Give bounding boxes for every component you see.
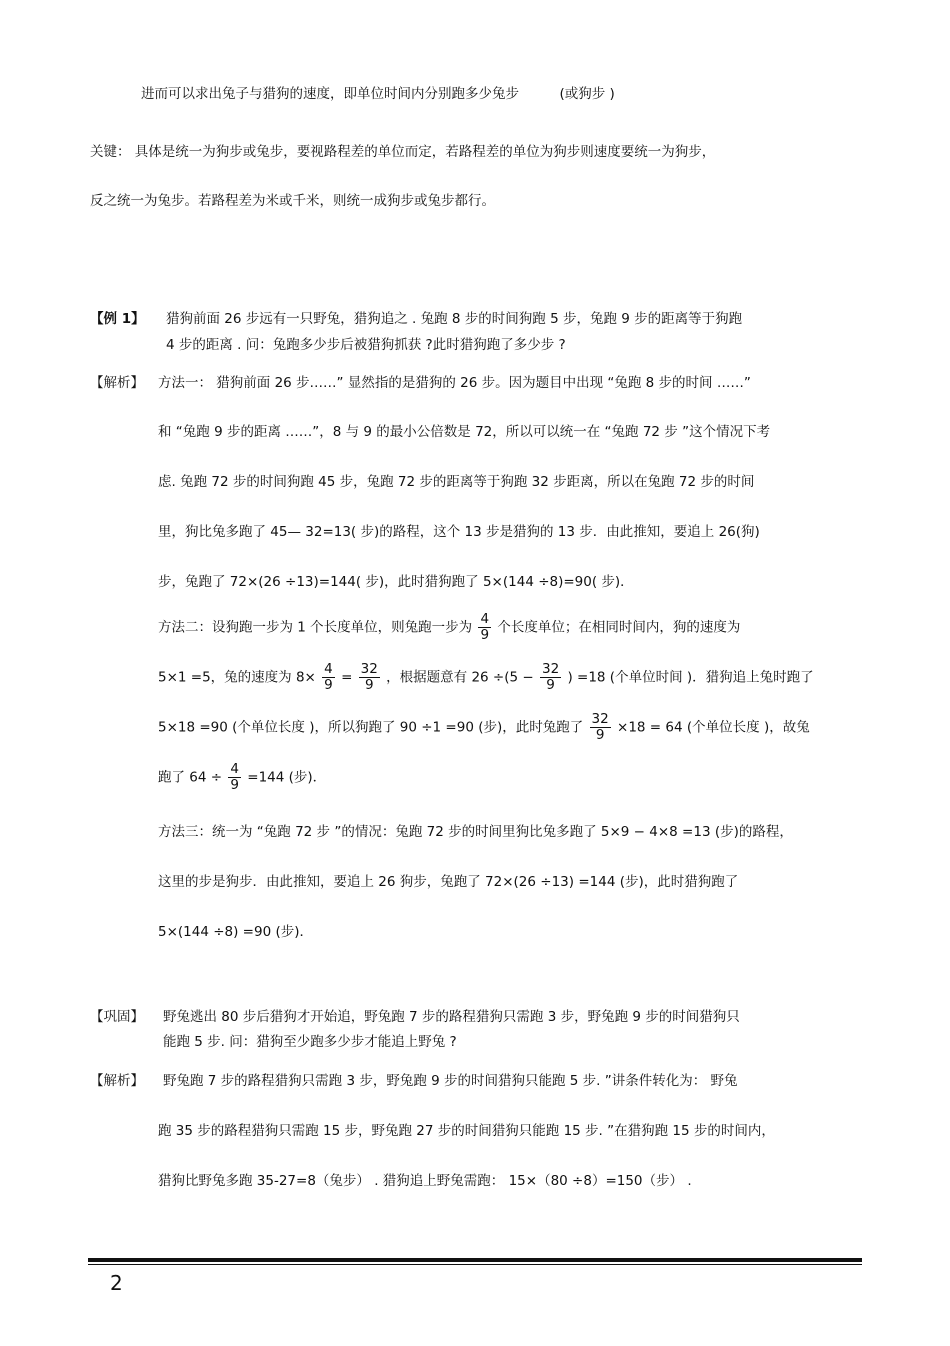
fraction-32-9: $\frac{32}{9}$ — [591, 711, 609, 743]
fraction-4-9: $\frac{4}{9}$ — [230, 761, 239, 793]
example-question-line-1: 猎狗前面 26 步远有一只野兔，猎狗追之 . 兔跑 8 步的时间狗跑 5 步，兔跑 9 步的距离等于狗跑 — [166, 311, 743, 327]
practice-question-line-1: 野兔逃出 80 步后猎狗才开始追，野兔跑 7 步的路程猎狗只需跑 3 步，野兔跑 9 步的时间猎狗只 — [163, 1009, 740, 1025]
method2-line-1: 方法二：设狗跑一步为 1 个长度单位，则兔跑一步为 $\frac{4}{9}$ 个长度单位；在相同时间内，狗的速度为 — [158, 611, 741, 643]
method2-line-4: 跑了 64 ÷ $\frac{4}{9}$ =144 (步)． — [158, 761, 327, 793]
example-tag: 【例 1】 — [90, 311, 145, 327]
method3-line-1: 方法三：统一为 “兔跑 72 步 ”的情况：兔跑 72 步的时间里狗比兔多跑了 5×9 − 4×8 =13 (步)的路程， — [158, 824, 793, 840]
solution-tag: 【解析】 — [90, 375, 144, 391]
method1-line-1: 方法一： 猎狗前面 26 步……” 显然指的是猎狗的 26 步。因为题目中出现 “兔跑 8 步的时间 ……” — [158, 375, 751, 391]
solution2-tag: 【解析】 — [90, 1073, 144, 1089]
fraction-4-9: $\frac{4}{9}$ — [480, 611, 490, 643]
method3-line-2: 这里的步是狗步．由此推知，要追上 26 狗步，兔跑了 72×(26 ÷13) =144 (步)，此时猎狗跑了 — [158, 874, 739, 890]
method1-line-5: 步，兔跑了 72×(26 ÷13)=144( 步)，此时猎狗跑了 5×(144 ÷8)=90( 步)． — [158, 574, 634, 590]
method1-line-2: 和 “兔跑 9 步的距离 ……”，8 与 9 的最小公倍数是 72，所以可以统一在 “兔跑 72 步 ”这个情况下考 — [158, 424, 771, 440]
solution2-line-2: 跑 35 步的路程猎狗只需跑 15 步，野兔跑 27 步的时间猎狗只能跑 15 步. ”在猎狗跑 15 步的时间内， — [158, 1123, 775, 1139]
method2-line-3: 5×18 =90 (个单位长度 )，所以狗跑了 90 ÷1 =90 (步)，此时兔跑了 $\frac{32}{9}$ ×18 = 64 (个单位长度 )，故兔 — [158, 711, 810, 743]
example-question-line-2: 4 步的距离 . 问：兔跑多少步后被猎狗抓获 ?此时猎狗跑了多少步 ? — [166, 337, 566, 353]
method1-line-4: 里，狗比兔多跑了 45— 32=13( 步)的路程，这个 13 步是猎狗的 13 步．由此推知，要追上 26(狗) — [158, 524, 760, 540]
solution2-line-3: 猎狗比野兔多跑 35-27=8（兔步） . 猎狗追上野兔需跑： 15×（80 ÷8）=150（步） . — [158, 1173, 692, 1189]
page-number: 2 — [110, 1271, 123, 1295]
practice-question-line-2: 能跑 5 步. 问：猎狗至少跑多少步才能追上野兔 ? — [163, 1034, 457, 1050]
footer-rule-thin — [88, 1264, 862, 1265]
fraction-32-9: $\frac{32}{9}$ — [360, 661, 378, 693]
method2-line-2: 5×1 =5，兔的速度为 8× $\frac{4}{9}$ = $\frac{32}{9}$ ，根据题意有 26 ÷(5 − $\frac{32}{9}$ ) =18 (个单位时间 )．猎狗追上兔时跑了 — [158, 661, 814, 693]
footer-rule — [88, 1258, 862, 1262]
practice-tag: 【巩固】 — [90, 1009, 144, 1025]
intro-line-3: 反之统一为兔步。若路程差为米或千米，则统一成狗步或兔步都行。 — [90, 193, 495, 209]
method3-line-3: 5×(144 ÷8) =90 (步)． — [158, 924, 313, 940]
method1-line-3: 虑. 兔跑 72 步的时间狗跑 45 步，兔跑 72 步的距离等于狗跑 32 步距离，所以在兔跑 72 步的时间 — [158, 474, 755, 490]
intro-line-2: 关键： 具体是统一为狗步或兔步，要视路程差的单位而定，若路程差的单位为狗步则速度要统一为狗步， — [90, 144, 716, 160]
solution2-line-1: 野兔跑 7 步的路程猎狗只需跑 3 步，野兔跑 9 步的时间猎狗只能跑 5 步. ”讲条件转化为： 野兔 — [163, 1073, 738, 1089]
intro-line-1: 进而可以求出兔子与猎狗的速度，即单位时间内分别跑多少兔步 (或狗步 ) — [141, 86, 615, 102]
fraction-32-9: $\frac{32}{9}$ — [541, 661, 560, 693]
fraction-4-9: $\frac{4}{9}$ — [324, 661, 333, 693]
